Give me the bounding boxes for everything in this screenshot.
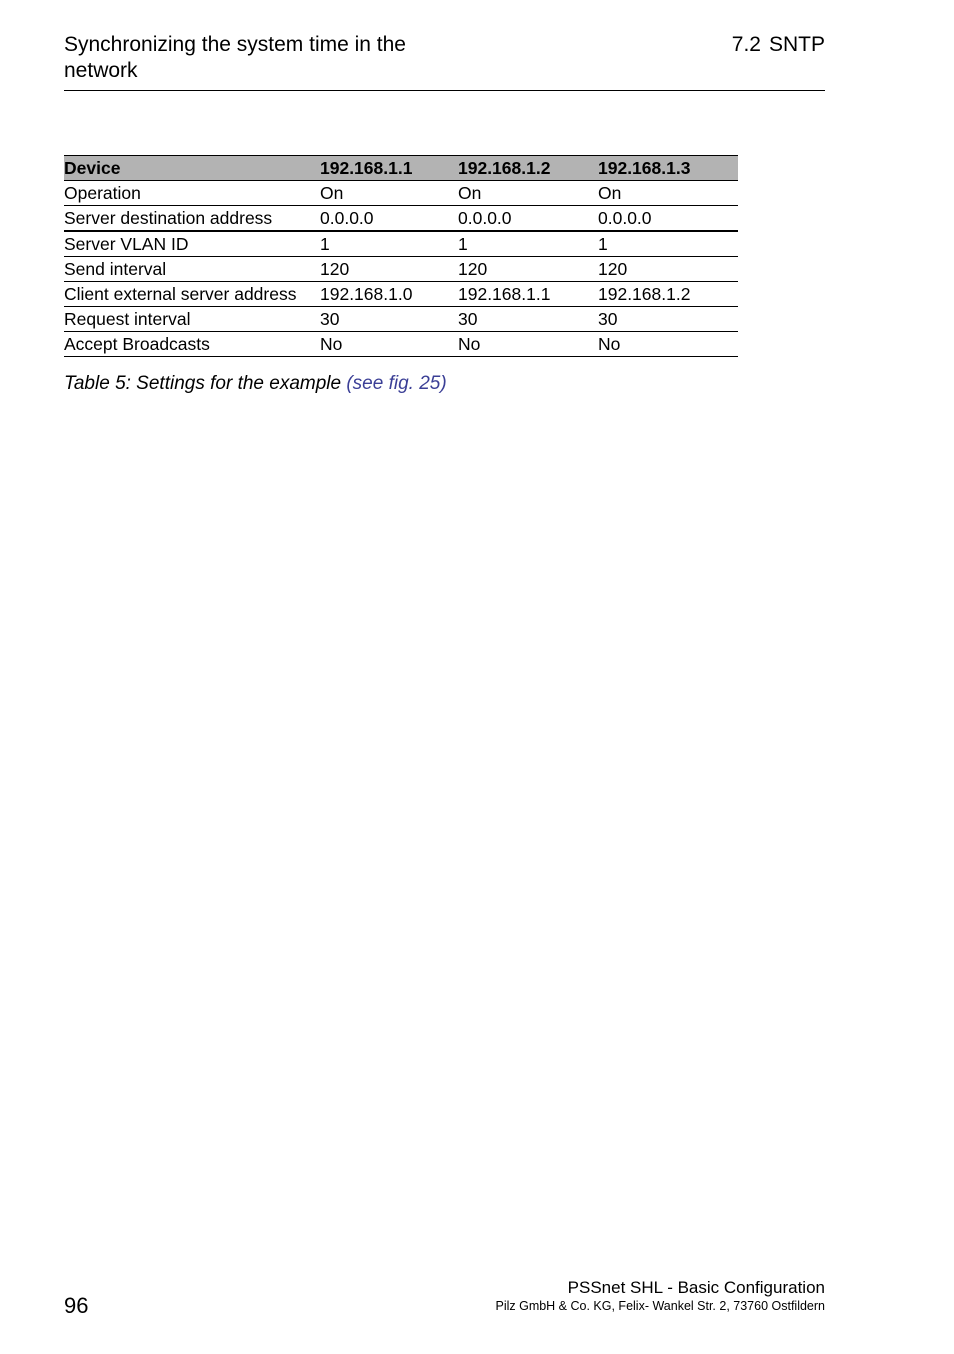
table-row (64, 206, 738, 232)
figure-reference-link[interactable]: (see fig. 25) (346, 373, 447, 394)
table-cell: 192.168.1.0 (320, 283, 413, 304)
table-row (64, 282, 738, 307)
table-row (64, 181, 738, 206)
table-cell: No (598, 333, 621, 354)
table-cell: 1 (320, 233, 330, 254)
table-cell: 120 (598, 258, 628, 279)
table-cell: 0.0.0.0 (320, 207, 374, 228)
column-header: 192.168.1.1 (320, 157, 413, 178)
table-cell: 30 (320, 308, 340, 329)
table-cell: 30 (458, 308, 478, 329)
table-cell: 1 (598, 233, 608, 254)
section-name: SNTP (768, 33, 825, 56)
row-label: Send interval (64, 258, 167, 279)
table-cell: 30 (598, 308, 618, 329)
table-cell: 192.168.1.1 (458, 283, 551, 304)
row-label: Client external server address (64, 283, 297, 304)
table-cell: No (320, 333, 343, 354)
table-cell: 0.0.0.0 (458, 207, 512, 228)
caption-text: Table 5: Settings for the example (64, 373, 342, 394)
column-header: 192.168.1.3 (598, 157, 691, 178)
section-label (732, 32, 825, 58)
table-cell: 0.0.0.0 (598, 207, 652, 228)
table-cell: 120 (458, 258, 488, 279)
table-header-row (64, 156, 738, 181)
table-cell: 192.168.1.2 (598, 283, 691, 304)
table-cell: 120 (320, 258, 350, 279)
table-cell: On (598, 182, 622, 203)
table-cell: 1 (458, 233, 468, 254)
settings-table (64, 155, 738, 357)
column-header: Device (64, 157, 121, 178)
publisher-address: Pilz GmbH & Co. KG, Felix- Wankel Str. 2, 73760 Ostfildern (495, 1299, 825, 1313)
table-cell: On (320, 182, 344, 203)
table-row (64, 332, 738, 357)
document-title: PSSnet SHL - Basic Configuration (567, 1278, 825, 1297)
table-row (64, 257, 738, 282)
page-number: 96 (64, 1293, 89, 1318)
column-header: 192.168.1.2 (458, 157, 551, 178)
row-label: Operation (64, 182, 141, 203)
row-label: Server destination address (64, 207, 273, 228)
table-cell: No (458, 333, 481, 354)
table-row (64, 307, 738, 332)
page-header (64, 32, 825, 91)
row-label: Request interval (64, 308, 191, 329)
section-number: 7.2 (731, 33, 761, 56)
section-title: Synchronizing the system time in the network (64, 33, 406, 82)
table-row (64, 231, 738, 257)
table-caption (64, 373, 447, 395)
row-label: Server VLAN ID (64, 233, 189, 254)
table-cell: On (458, 182, 482, 203)
row-label: Accept Broadcasts (64, 333, 210, 354)
